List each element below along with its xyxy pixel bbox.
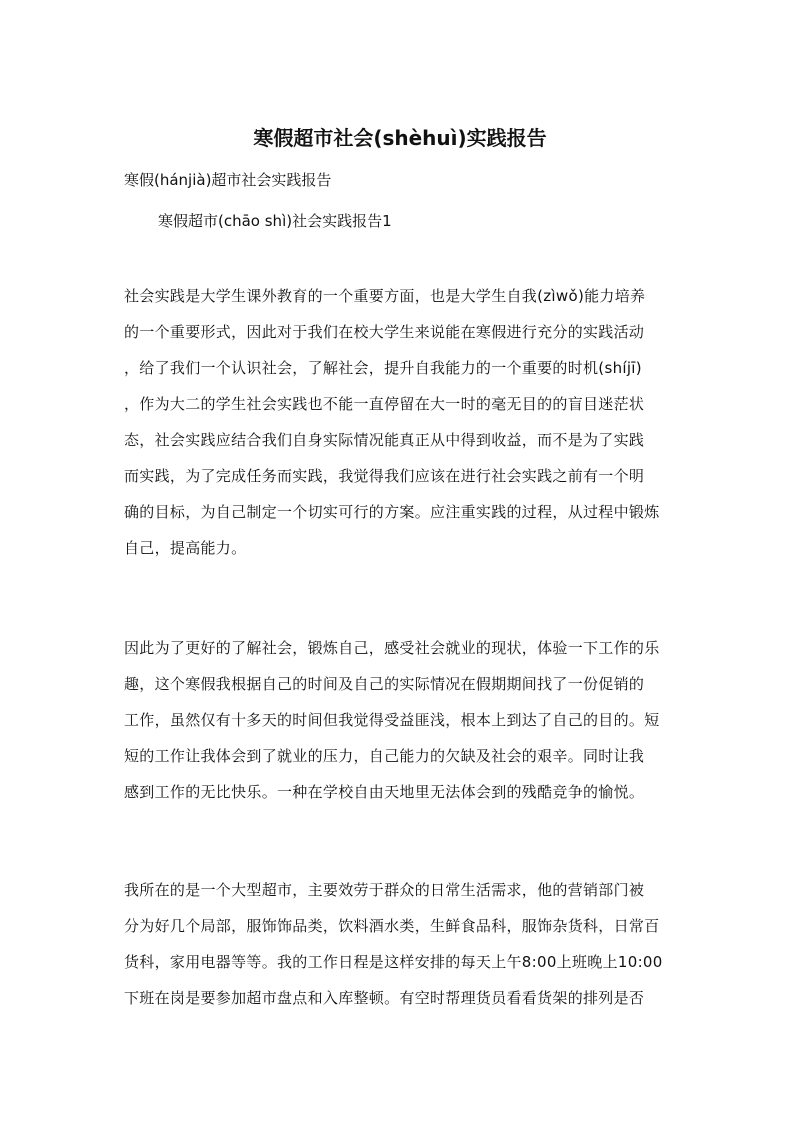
paragraph-line: 货科，家用电器等等。我的工作日程是这样安排的每天上午8:00上班晚上10:00	[124, 953, 663, 971]
paragraph-line: 态，社会实践应结合我们自身实际情况能真正从中得到收益，而不是为了实践	[124, 431, 645, 449]
paragraph-3	[124, 872, 680, 1016]
paragraph-line: 而实践，为了完成任务而实践，我觉得我们应该在进行社会实践之前有一个明	[124, 467, 645, 485]
paragraph-line: 分为好几个局部，服饰饰品类，饮料酒水类，生鲜食品科，服饰杂货科，日常百	[124, 917, 660, 935]
paragraph-line: ，给了我们一个认识社会，了解社会，提升自我能力的一个重要的时机(shíjī)	[124, 359, 642, 377]
paragraph-line: 的一个重要形式，因此对于我们在校大学生来说能在寒假进行充分的实践活动	[124, 323, 645, 341]
paragraph-line: 确的目标，为自己制定一个切实可行的方案。应注重实践的过程，从过程中锻炼	[124, 503, 660, 521]
paragraph-line: 自己，提高能力。	[124, 539, 247, 557]
paragraph-line: ，作为大二的学生社会实践也不能一直停留在大一时的毫无目的的盲目迷茫状	[124, 395, 645, 413]
paragraph-2	[124, 630, 680, 810]
paragraph-line: 我所在的是一个大型超市，主要效劳于群众的日常生活需求，他的营销部门被	[124, 881, 645, 899]
document-subtitle: 寒假(hánjià)超市社会实践报告	[124, 171, 332, 189]
paragraph-line: 下班在岗是要参加超市盘点和入库整顿。有空时帮理货员看看货架的排列是否	[124, 989, 645, 1007]
paragraph-line: 趣，这个寒假我根据自己的时间及自己的实际情况在假期期间找了一份促销的	[124, 675, 645, 693]
paragraph-line: 因此为了更好的了解社会，锻炼自己，感受社会就业的现状，体验一下工作的乐	[124, 639, 660, 657]
paragraph-line: 工作，虽然仅有十多天的时间但我觉得受益匪浅，根本上到达了自己的目的。短	[124, 711, 660, 729]
paragraph-line: 短的工作让我体会到了就业的压力，自己能力的欠缺及社会的艰辛。同时让我	[124, 747, 645, 765]
section-heading: 寒假超市(chāo shì)社会实践报告1	[158, 212, 392, 230]
paragraph-line: 社会实践是大学生课外教育的一个重要方面，也是大学生自我(zìwǒ)能力培养	[124, 287, 646, 305]
paragraph-line: 感到工作的无比快乐。一种在学校自由天地里无法体会到的残酷竞争的愉悦。	[124, 783, 645, 801]
paragraph-1	[124, 278, 680, 566]
document-title: 寒假超市社会(shèhuì)实践报告	[253, 126, 547, 150]
